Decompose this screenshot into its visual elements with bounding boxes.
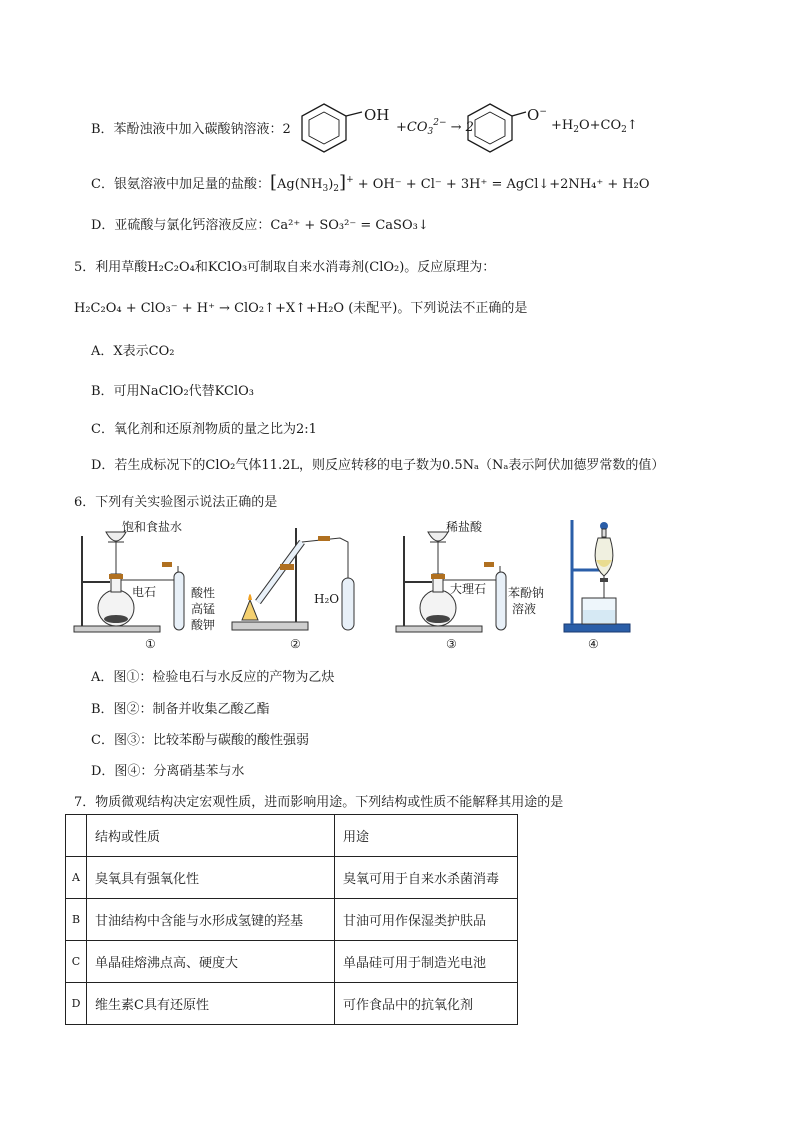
header-cell: 结构或性质 xyxy=(87,815,335,857)
table-row xyxy=(66,857,518,899)
q4-b-prefix: B．苯酚浊液中加入碳酸钠溶液：2 xyxy=(91,122,291,137)
figure-3-acidity-apparatus xyxy=(392,518,532,638)
fig3-label-hcl: 稀盐酸 xyxy=(446,520,483,534)
table-row xyxy=(66,941,518,983)
row-key: D xyxy=(66,983,87,1025)
row-usage: 可作食品中的抗氧化剂 xyxy=(335,983,518,1025)
fig1-label-kmno4-1: 酸性 xyxy=(191,586,216,600)
q5-option-b: B．可用NaClO₂代替KClO₃ xyxy=(91,384,254,399)
q6-option-b: B．图②：制备并收集乙酸乙酯 xyxy=(91,702,270,717)
fig2-number: ② xyxy=(290,637,301,651)
fig1-label-kmno4-2: 高锰 xyxy=(191,602,216,616)
table-row xyxy=(66,983,518,1025)
row-key: C xyxy=(66,941,87,983)
table-row xyxy=(66,899,518,941)
q7-stem: 7．物质微观结构决定宏观性质，进而影响用途。下列结构或性质不能解释其用途的是 xyxy=(74,795,564,810)
figure-2-ester-apparatus xyxy=(228,518,368,638)
q4-b-products: $+H_2O+CO_2↑$ xyxy=(551,118,638,135)
row-key: B xyxy=(66,899,87,941)
q6-option-c: C．图③：比较苯酚与碳酸的酸性强弱 xyxy=(91,733,309,748)
row-usage: 单晶硅可用于制造光电池 xyxy=(335,941,518,983)
q6-option-d: D．图④：分离硝基苯与水 xyxy=(91,764,245,779)
header-cell: 用途 xyxy=(335,815,518,857)
q4-b-mid: $+CO_3^{2-} \to 2$ xyxy=(396,118,474,137)
q5-option-c: C．氧化剂和还原剂物质的量之比为2:1 xyxy=(91,422,317,437)
row-key: A xyxy=(66,857,87,899)
row-property: 臭氧具有强氧化性 xyxy=(87,857,335,899)
q5-stem: 5．利用草酸H₂C₂O₄和KClO₃可制取自来水消毒剂(ClO₂)。反应原理为： xyxy=(74,260,496,275)
q5-option-a: A．X表示CO₂ xyxy=(91,344,175,359)
fig3-label-marble: 大理石 xyxy=(450,582,487,596)
q4-c-prefix: C．银氨溶液中加足量的盐酸： xyxy=(91,177,270,192)
table-header-row xyxy=(66,815,518,857)
q6-option-a: A．图①：检验电石与水反应的产物为乙炔 xyxy=(91,670,335,685)
phenol-oh: OH xyxy=(364,106,390,124)
row-property: 单晶硅熔沸点高、硬度大 xyxy=(87,941,335,983)
fig1-number: ① xyxy=(145,637,156,651)
q4-c-rest: + OH⁻ + Cl⁻ + 3H⁺ = AgCl↓+2NH₄⁺ + H₂O xyxy=(353,177,650,192)
fig2-label-water: H₂O xyxy=(314,592,340,606)
fig3-number: ③ xyxy=(446,637,457,651)
row-usage: 甘油可用作保湿类护肤品 xyxy=(335,899,518,941)
q5-equation: H₂C₂O₄ + ClO₃⁻ + H⁺ → ClO₂↑+X↑+H₂O (未配平)。下列说法不正确的是 xyxy=(74,301,528,316)
row-usage: 臭氧可用于自来水杀菌消毒 xyxy=(335,857,518,899)
fig3-label-phenoxide-1: 苯酚钠 xyxy=(508,586,545,600)
q6-stem: 6．下列有关实验图示说法正确的是 xyxy=(74,495,278,510)
q4-option-d: D．亚硫酸与氯化钙溶液反应：Ca²⁺ + SO₃²⁻ = CaSO₃↓ xyxy=(91,218,429,233)
q5-option-d: D．若生成标况下的ClO₂气体11.2L，则反应转移的电子数为0.5Nₐ（Nₐ表示阿伏加德罗常数的值） xyxy=(91,458,665,473)
phenoxide-o: O− xyxy=(527,106,547,124)
row-property: 甘油结构中含能与水形成氢键的羟基 xyxy=(87,899,335,941)
header-cell xyxy=(66,815,87,857)
row-property: 维生素C具有还原性 xyxy=(87,983,335,1025)
fig1-label-kmno4-3: 酸钾 xyxy=(191,618,216,632)
q4-option-b xyxy=(91,118,291,137)
q7-table xyxy=(65,814,518,1025)
fig1-label-brine: 饱和食盐水 xyxy=(122,520,183,534)
fig1-label-carbide: 电石 xyxy=(132,585,157,599)
fig4-number: ④ xyxy=(588,637,599,651)
q4-option-c: C．银氨溶液中加足量的盐酸：$[Ag(NH_3)_2]^+ + OH^- + Cl^- + 3H^+$ = AgCl↓+2NH₄⁺ + H₂O xyxy=(91,172,650,194)
figure-4-separatory-funnel xyxy=(560,518,640,638)
fig3-label-phenoxide-2: 溶液 xyxy=(512,602,537,616)
